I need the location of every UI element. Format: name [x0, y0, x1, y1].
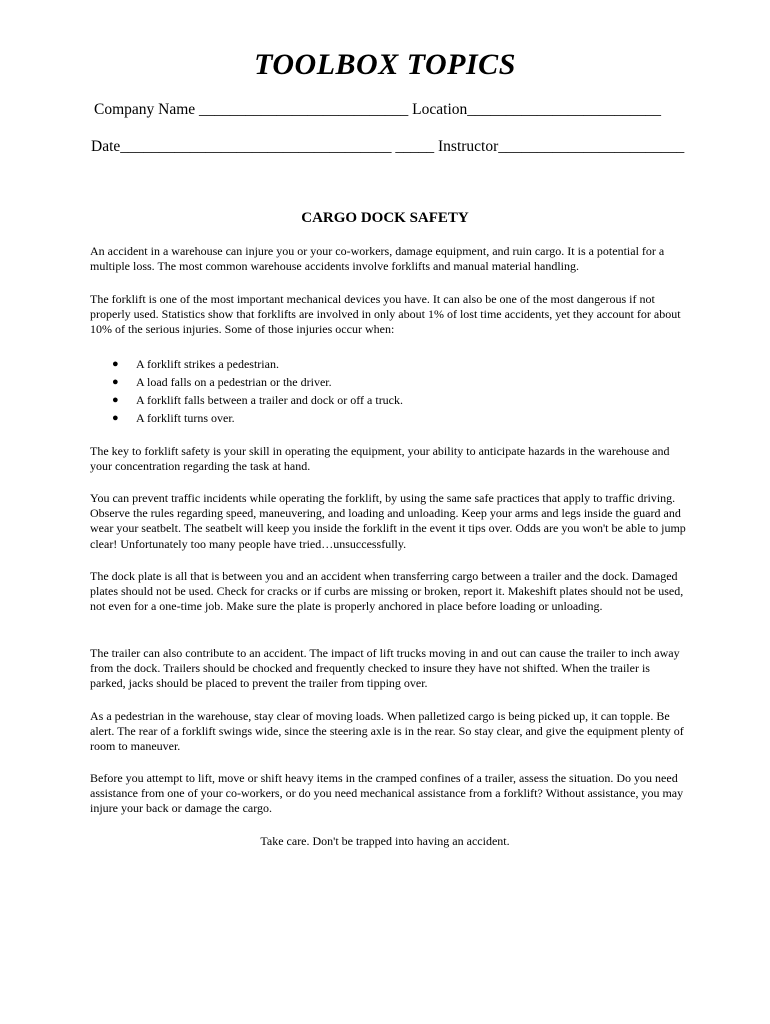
- list-item-text: A load falls on a pedestrian or the driver.: [136, 375, 332, 389]
- list-item: [90, 356, 686, 374]
- list-item-text: A forklift strikes a pedestrian.: [136, 357, 279, 371]
- list-item-text: A forklift turns over.: [136, 411, 235, 425]
- paragraph-pedestrian: As a pedestrian in the warehouse, stay clear of moving loads. When palletized cargo is being picked up, it can topple. Be alert. The rear of a forklift swings wide, since the steering axle is in the rear. So stay clear, and give the equipment plenty of room to maneuver.: [90, 709, 684, 754]
- list-item: [90, 410, 686, 428]
- bullet-icon: ●: [112, 412, 119, 424]
- list-item: [90, 374, 686, 392]
- paragraph-forklift: The forklift is one of the most important mechanical devices you have. It can also be one of the most dangerous if not properly used. Statistics show that forklifts are involved in only about 1% of lost time accidents, yet they account for about 10% of the serious injuries. Some of those injuries occur when:: [90, 292, 681, 337]
- list-item: [90, 392, 686, 410]
- list-item-text: A forklift falls between a trailer and dock or off a truck.: [136, 393, 404, 407]
- paragraph-heavy-items: Before you attempt to lift, move or shift heavy items in the cramped confines of a trailer, assess the situation. Do you need assistance from one of your co-workers, or do you need mechanical assistance from a forklift? Without assistance, you may injure your back or damage the cargo.: [90, 771, 684, 816]
- bullet-icon: ●: [112, 358, 119, 370]
- section-title: CARGO DOCK SAFETY: [301, 210, 469, 226]
- bullet-icon: ●: [112, 376, 119, 388]
- injury-list: [90, 356, 686, 428]
- date-instructor-line: Date___________________________________ _____ Instructor________________________: [91, 138, 685, 155]
- company-location-line: Company Name ___________________________ Location_________________________: [94, 101, 661, 118]
- paragraph-key-safety: The key to forklift safety is your skill in operating the equipment, your ability to anticipate hazards in the warehouse and your concentration regarding the task at hand.: [90, 444, 670, 474]
- bullet-icon: ●: [112, 394, 119, 406]
- paragraph-traffic: You can prevent traffic incidents while operating the forklift, by using the same safe practices that apply to traffic driving. Observe the rules regarding speed, maneuvering, and loading and unloading. Keep your arms and legs inside the guard and wear your seatbelt. The seatbelt will keep you inside the forklift in the event it tips over. Odds are you won't be able to jump clear! Unfortunately too many people have tried…unsuccessfully.: [90, 491, 686, 551]
- paragraph-dock-plate: The dock plate is all that is between you and an accident when transferring cargo between a trailer and the dock. Damaged plates should not be used. Check for cracks or if curbs are missing or broken, report it. Makeshift plates should not be used, not even for a one-time job. Make sure the plate is properly anchored in place before loading or unloading.: [90, 569, 684, 614]
- document-title: TOOLBOX TOPICS: [254, 48, 516, 81]
- paragraph-trailer: The trailer can also contribute to an accident. The impact of lift trucks moving in and out can cause the trailer to inch away from the dock. Trailers should be chocked and frequently checked to insure they have not shifted. When the trailer is parked, jacks should be placed to prevent the trailer from tipping over.: [90, 646, 680, 691]
- closing-line: Take care. Don't be trapped into having an accident.: [260, 834, 510, 848]
- paragraph-intro: An accident in a warehouse can injure you or your co-workers, damage equipment, and ruin cargo. It is a potential for a multiple loss. The most common warehouse accidents involve forklifts and manual material handling.: [90, 244, 665, 274]
